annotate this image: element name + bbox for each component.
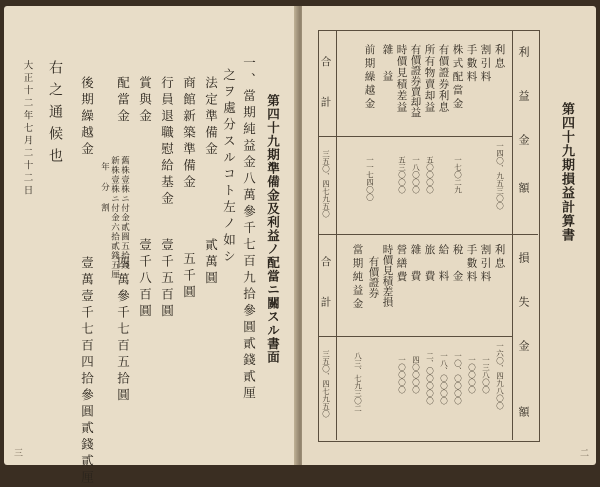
intro-line-1: 一、當期純益金八萬參千七百九拾參圓貳錢貳厘 <box>241 56 257 403</box>
loss-item: 旅費 <box>423 244 436 297</box>
note-2: 新株壹株ニ付金六拾貳錢五厘 <box>109 156 120 280</box>
intro-line-2: 之ヲ處分スルコト左ノ如シ <box>221 68 237 266</box>
profit-item: 手數料 <box>465 44 478 85</box>
profit-item: 有價證券利息 <box>437 44 450 113</box>
item-label-6: 後期繰越金 <box>79 76 95 159</box>
item-label-1: 法定準備金 <box>203 76 219 159</box>
loss-value: 八三、七九三〇二 <box>353 352 363 412</box>
loss-total: 三五〇、四七九五〇 <box>321 350 331 418</box>
right-title: 第四十九期損益計算書 <box>559 102 574 242</box>
loss-item: 當期純益金 <box>351 244 364 312</box>
profit-item: 割引料 <box>479 44 492 85</box>
profit-item: 雜益 <box>381 44 394 97</box>
profit-item: 利息 <box>493 44 506 71</box>
header-amount-2: 額 <box>517 406 530 427</box>
loss-value: 一〇、〇〇〇〇 <box>453 352 463 405</box>
right-page-number: 二 <box>580 449 590 459</box>
loss-value: 一六〇、四九八〇〇 <box>495 342 505 410</box>
loss-value: 二、〇〇〇〇〇 <box>425 352 435 405</box>
profit-value: 五〇〇〇〇 <box>425 156 435 194</box>
loss-item: 利息 <box>493 244 506 271</box>
left-title: 第四十九期準備金及利益ノ配當ニ關スル書面 <box>265 94 281 364</box>
loss-value: 一〇〇〇〇 <box>467 356 477 394</box>
closing-text: 右之通候也 <box>47 60 63 170</box>
left-page-number: 三 <box>14 449 24 459</box>
loss-item: 稅金 <box>451 244 464 297</box>
right-page <box>302 6 596 465</box>
item-value-3: 壹千五百圓 <box>159 238 175 321</box>
item-label-3: 行員退職慰給基金 <box>159 76 175 208</box>
profit-item: 時價見積差益 <box>395 44 408 113</box>
loss-item: 割引料 <box>479 244 492 285</box>
profit-value: 一一七四〇〇 <box>365 156 375 201</box>
profit-value: 一七〇二九 <box>453 156 463 194</box>
loss-item: 給料 <box>437 244 450 297</box>
left-page <box>4 6 298 487</box>
profit-value: 一四〇、九五三〇〇 <box>495 142 505 210</box>
item-value-6: 壹萬壹千七百四拾參圓貳錢貳厘 <box>79 256 95 487</box>
header-loss: 損 失 金 <box>517 252 530 361</box>
loss-value: 一八、〇〇〇〇 <box>439 352 449 405</box>
profit-item: 有價證券賣却益 <box>409 44 422 118</box>
loss-value: 一〇〇〇〇 <box>397 356 407 394</box>
loss-item: 有價證券 <box>367 256 380 298</box>
profit-value: 一八〇〇〇 <box>411 156 421 194</box>
item-value-4: 壹千八百圓 <box>137 238 153 321</box>
profit-item: 所有物賣却益 <box>423 44 436 113</box>
loss-total-label: 合計 <box>319 256 332 337</box>
loss-item: 手數料 <box>465 244 478 285</box>
profit-value: 五三〇〇〇 <box>397 156 407 194</box>
item-label-2: 商館新築準備金 <box>181 76 197 192</box>
note-3: 年 分 割 <box>99 162 110 213</box>
note-1: 舊株壹株ニ付金貳圓五拾錢 <box>119 156 130 270</box>
date-text: 大正十二年七月二十二日 <box>21 60 33 198</box>
item-value-5: 四萬參千七百五拾圓 <box>115 256 131 405</box>
item-value-2: 五千圓 <box>181 252 197 302</box>
loss-value: 四〇〇〇〇 <box>411 356 421 394</box>
item-value-1: 貳萬圓 <box>203 238 219 288</box>
loss-item: 時價見積差損 <box>381 244 394 307</box>
profit-item: 株式配當金 <box>451 44 464 112</box>
loss-item: 營繕費 <box>395 244 408 285</box>
item-label-4: 賞與金 <box>137 76 153 126</box>
loss-value: 一三八〇〇 <box>481 356 491 394</box>
header-profit: 利 益 金 <box>517 46 530 155</box>
profit-total-label: 合計 <box>319 56 332 137</box>
header-amount-1: 額 <box>517 182 530 203</box>
item-label-5: 配當金 <box>115 76 131 126</box>
profit-total: 三五〇、四七九五〇 <box>321 150 331 218</box>
profit-item: 前期繰越金 <box>363 44 376 112</box>
loss-item: 雜費 <box>409 244 422 297</box>
